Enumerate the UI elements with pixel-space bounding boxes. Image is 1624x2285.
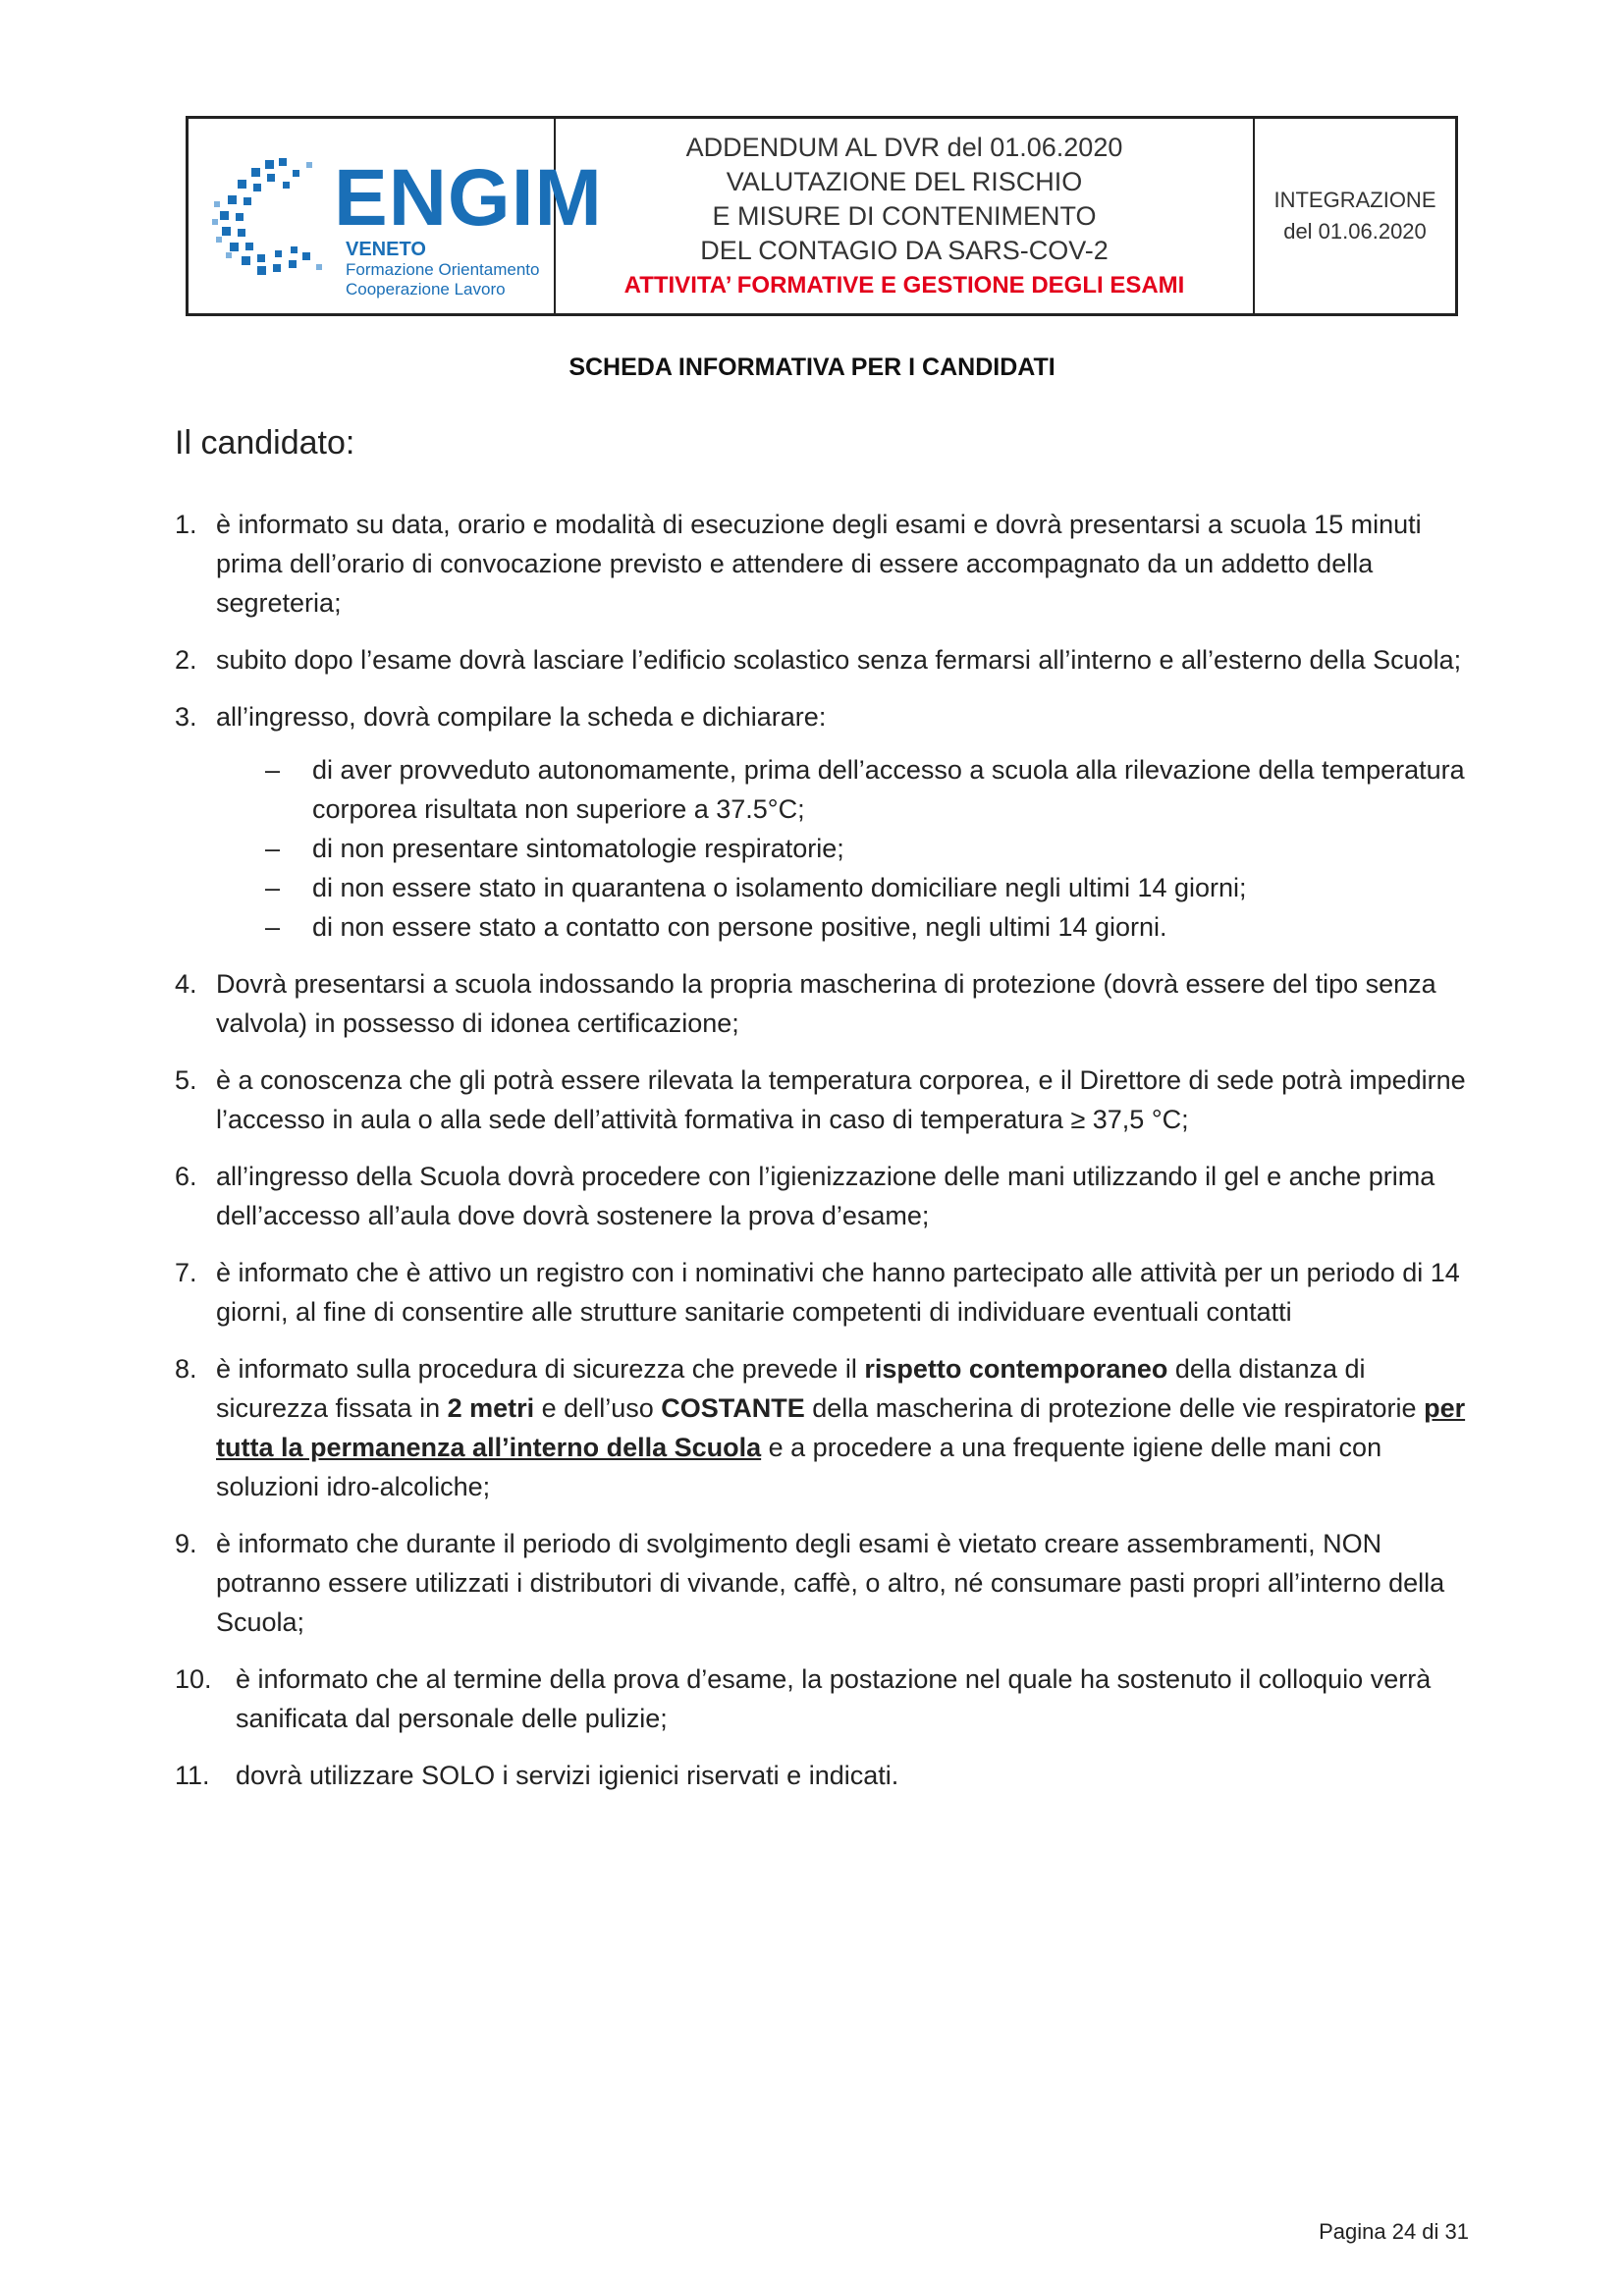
dash-bullet: –	[265, 873, 281, 902]
sub-list-item	[216, 750, 1481, 829]
list-item-number: 11.	[175, 1761, 210, 1790]
list-item-number: 1.	[175, 510, 197, 539]
list-item-text: all’ingresso, dovrà compilare la scheda e dichiarare:	[216, 702, 827, 732]
sub-list-item-text: di non essere stato a contatto con persone positive, negli ultimi 14 giorni.	[312, 912, 1167, 942]
header-title-line-2: VALUTAZIONE DEL RISCHIO	[726, 166, 1083, 196]
list-item	[175, 1524, 1481, 1642]
list-item-text: Dovrà presentarsi a scuola indossando la propria mascherina di protezione (dovrà essere del tipo senza valvola) in possesso di idonea certificazione;	[216, 969, 1436, 1038]
logo-cell	[189, 119, 603, 313]
sub-list-item-text: di non presentare sintomatologie respiratorie;	[312, 834, 844, 863]
underlined-emphasis-text: per tutta la permanenza all’interno della Scuola	[216, 1393, 1466, 1462]
list-item	[175, 1061, 1481, 1139]
list-item-number: 4.	[175, 969, 197, 999]
list-item-text: subito dopo l’esame dovrà lasciare l’edificio scolastico senza fermarsi all’interno e all’esterno della Scuola;	[216, 645, 1462, 675]
page-number: Pagina 24 di 31	[1319, 2219, 1469, 2244]
header-title-line-4: DEL CONTAGIO DA SARS-COV-2	[700, 235, 1109, 265]
text-run: e a procedere a una frequente igiene delle mani con soluzioni idro-alcoliche;	[216, 1433, 1382, 1501]
list-item	[175, 1349, 1481, 1506]
sub-list-item	[216, 868, 1481, 907]
sub-list-item	[216, 829, 1481, 868]
document-header	[186, 116, 1458, 316]
list-item	[175, 1659, 1481, 1738]
list-item-text: dovrà utilizzare SOLO i servizi igienici riservati e indicati.	[236, 1761, 899, 1790]
sub-list-item-text: di non essere stato in quarantena o isolamento domiciliare negli ultimi 14 giorni;	[312, 873, 1247, 902]
engim-logo-mark	[208, 154, 336, 282]
dash-bullet: –	[265, 834, 281, 863]
dash-bullet: –	[265, 912, 281, 942]
list-item-text: è informato che è attivo un registro con i nominativi che hanno partecipato alle attività per un periodo di 14 giorni, al fine di consentire alle strutture sanitarie competenti di individuare eventuali contatti	[216, 1258, 1460, 1327]
instructions-list	[175, 505, 1481, 1813]
list-item	[175, 1756, 1481, 1795]
list-item-number: 2.	[175, 645, 197, 675]
list-item-text: all’ingresso della Scuola dovrà procedere con l’igienizzazione delle mani utilizzando il gel e anche prima dell’accesso all’aula dove dovrà sostenere la prova d’esame;	[216, 1162, 1435, 1230]
list-item-number: 8.	[175, 1354, 197, 1384]
header-title-highlight: ATTIVITA’ FORMATIVE E GESTIONE DEGLI ESAMI	[623, 271, 1185, 299]
integration-date: del 01.06.2020	[1283, 219, 1427, 244]
sub-list-item-text: di aver provveduto autonomamente, prima dell’accesso a scuola alla rilevazione della temperatura corporea risultata non superiore a 37.5°C;	[312, 755, 1465, 824]
list-item-number: 3.	[175, 702, 197, 732]
list-item	[175, 1157, 1481, 1235]
list-item	[175, 640, 1481, 680]
text-run: e dell’uso	[534, 1393, 662, 1423]
text-run: della mascherina di protezione delle vie respiratorie	[804, 1393, 1425, 1423]
logo-wordmark: ENGIM	[334, 153, 603, 243]
list-item-text	[216, 1354, 1465, 1501]
list-item-text: è informato che al termine della prova d’esame, la postazione nel quale ha sostenuto il colloquio verrà sanificata dal personale delle pulizie;	[236, 1664, 1432, 1733]
list-item	[175, 964, 1481, 1043]
emphasis-text: rispetto contemporaneo	[864, 1354, 1168, 1384]
list-item-number: 6.	[175, 1162, 197, 1191]
logo-region: VENETO	[346, 239, 426, 260]
text-run: della distanza di sicurezza fissata in	[216, 1354, 1366, 1423]
list-item-number: 5.	[175, 1065, 197, 1095]
list-item-number: 7.	[175, 1258, 197, 1287]
text-run: è informato sulla procedura di sicurezza che prevede il	[216, 1354, 865, 1384]
header-integration-cell	[1255, 119, 1455, 313]
list-item	[175, 505, 1481, 623]
integration-label: INTEGRAZIONE	[1273, 188, 1436, 212]
logo-tagline-line-2: Cooperazione Lavoro	[346, 280, 506, 299]
emphasis-text: COSTANTE	[661, 1393, 805, 1423]
header-title-cell	[556, 119, 1255, 313]
lead-text: Il candidato:	[175, 424, 355, 462]
header-title-line-1: ADDENDUM AL DVR del 01.06.2020	[685, 132, 1123, 162]
list-item	[175, 697, 1481, 947]
list-item-text: è informato su data, orario e modalità di esecuzione degli esami e dovrà presentarsi a scuola 15 minuti prima dell’orario di convocazione previsto e attendere di essere accompagnato da un addetto della segreteria;	[216, 510, 1422, 618]
list-item-number: 10.	[175, 1664, 212, 1694]
list-item-number: 9.	[175, 1529, 197, 1558]
list-item-text: è a conoscenza che gli potrà essere rilevata la temperatura corporea, e il Direttore di sede potrà impedirne l’accesso in aula o alla sede dell’attività formativa in caso di temperatura ≥ 37,5 °C;	[216, 1065, 1466, 1134]
emphasis-text: 2 metri	[447, 1393, 535, 1423]
dash-bullet: –	[265, 755, 281, 785]
document-title: SCHEDA INFORMATIVA PER I CANDIDATI	[568, 354, 1056, 381]
logo-tagline	[346, 260, 539, 299]
logo-tagline-line-1: Formazione Orientamento	[346, 260, 540, 279]
sub-list-item	[216, 907, 1481, 947]
list-item-text: è informato che durante il periodo di svolgimento degli esami è vietato creare assembramenti, NON potranno essere utilizzati i distributori di vivande, caffè, o altro, né consumare pasti propri all’interno della Scuola;	[216, 1529, 1445, 1637]
list-item	[175, 1253, 1481, 1332]
sub-list	[216, 750, 1481, 947]
header-title-line-3: E MISURE DI CONTENIMENTO	[712, 200, 1097, 231]
